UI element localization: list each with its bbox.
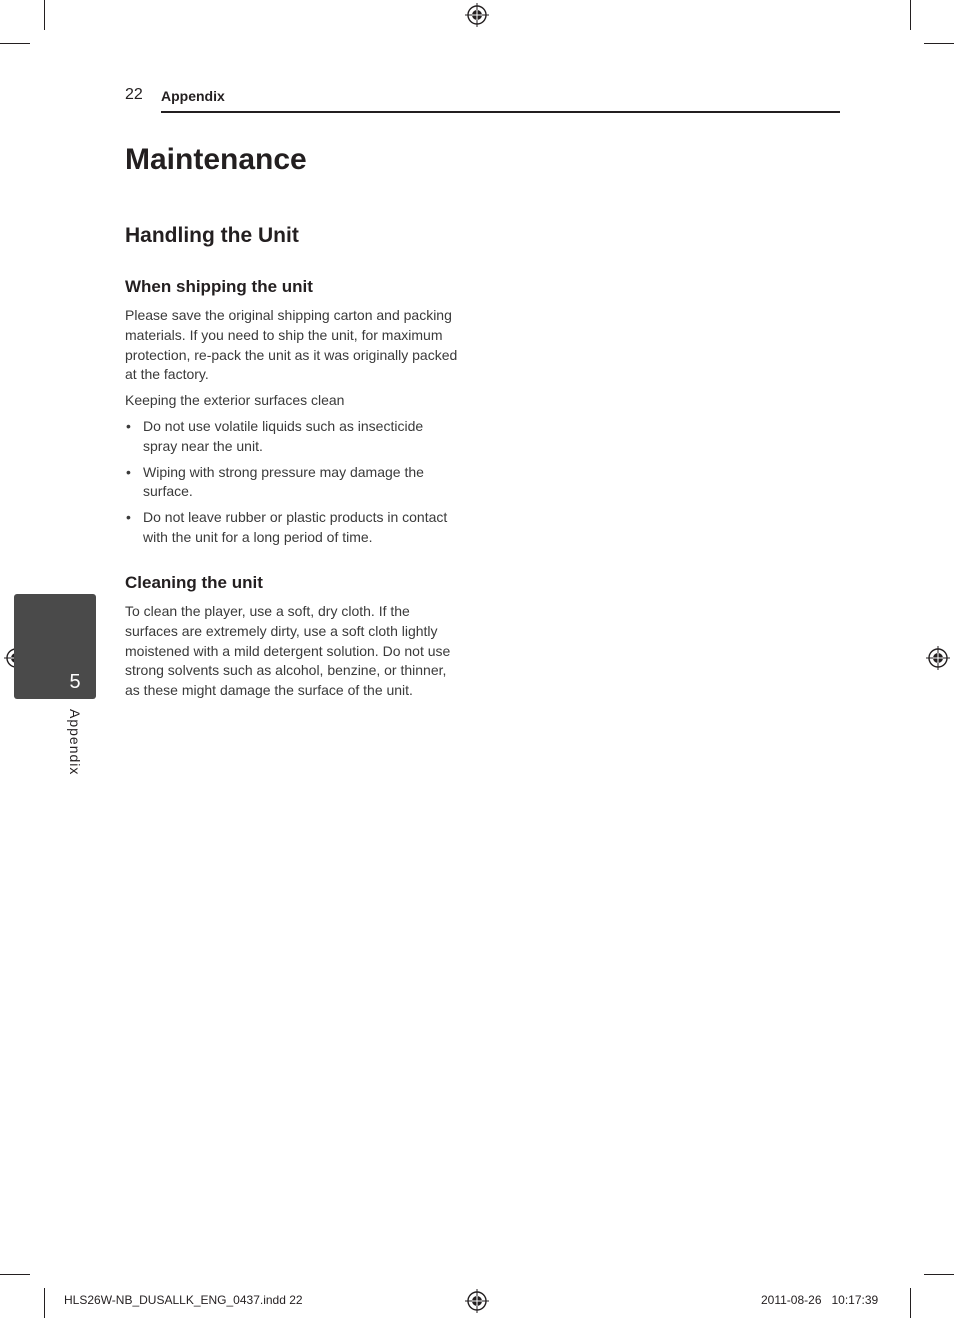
- crop-mark-top-left-v: [44, 0, 45, 30]
- crop-mark-bottom-left-v: [44, 1288, 45, 1318]
- cleaning-paragraph: To clean the player, use a soft, dry cloth. If the surfaces are extremely dirty, use a soft cloth lightly moistened with a mild detergent solution. Do not use strong solvents such as alcohol, benzine, or thinner, as these might damage the surface of the unit.: [125, 603, 451, 699]
- registration-target-icon: [465, 1289, 489, 1313]
- crop-mark-bottom-right-v: [910, 1288, 911, 1318]
- bullet-dot-icon: •: [126, 463, 131, 480]
- crop-mark-top-right-h: [924, 43, 954, 44]
- shipping-section: [125, 276, 460, 554]
- list-item: [125, 463, 460, 503]
- crop-mark-top-right-v: [910, 0, 911, 30]
- crop-mark-bottom-right-h: [924, 1274, 954, 1275]
- list-item-text: Do not leave rubber or plastic products in contact with the unit for a long period of time.: [143, 509, 448, 545]
- footer-file-info: HLS26W-NB_DUSALLK_ENG_0437.indd 22: [64, 1293, 303, 1307]
- footer-date-time: 2011-08-26 10:17:39: [761, 1293, 879, 1307]
- cleaning-section: [125, 572, 460, 707]
- page-number: 22: [125, 86, 143, 103]
- chapter-side-label: Appendix: [67, 709, 83, 776]
- chapter-number: 5: [69, 671, 81, 693]
- crop-mark-top-left-h: [0, 43, 30, 44]
- bullet-dot-icon: •: [126, 417, 131, 434]
- registration-target-icon: [465, 3, 489, 27]
- cleaning-heading: Cleaning the unit: [125, 573, 263, 592]
- bullet-dot-icon: •: [126, 509, 131, 526]
- list-item: [125, 417, 460, 457]
- list-item-text: Do not use volatile liquids such as insecticide spray near the unit.: [143, 417, 424, 454]
- list-item-text: Wiping with strong pressure may damage the surface.: [143, 463, 424, 500]
- shipping-paragraph: Please save the original shipping carton and packing materials. If you need to ship the unit, for maximum protection, re-pack the unit as it was originally packed at the factory.: [125, 307, 458, 383]
- section-title: Handling the Unit: [125, 224, 299, 247]
- registration-target-icon: [926, 646, 950, 670]
- list-item: [125, 508, 460, 548]
- page-title: Maintenance: [125, 143, 307, 176]
- header-rule: [161, 111, 840, 113]
- exterior-bullet-list: [125, 417, 460, 548]
- header-section-label: Appendix: [161, 88, 225, 104]
- exterior-subhead: Keeping the exterior surfaces clean: [125, 392, 345, 409]
- crop-mark-bottom-left-h: [0, 1274, 30, 1275]
- shipping-heading: When shipping the unit: [125, 277, 313, 296]
